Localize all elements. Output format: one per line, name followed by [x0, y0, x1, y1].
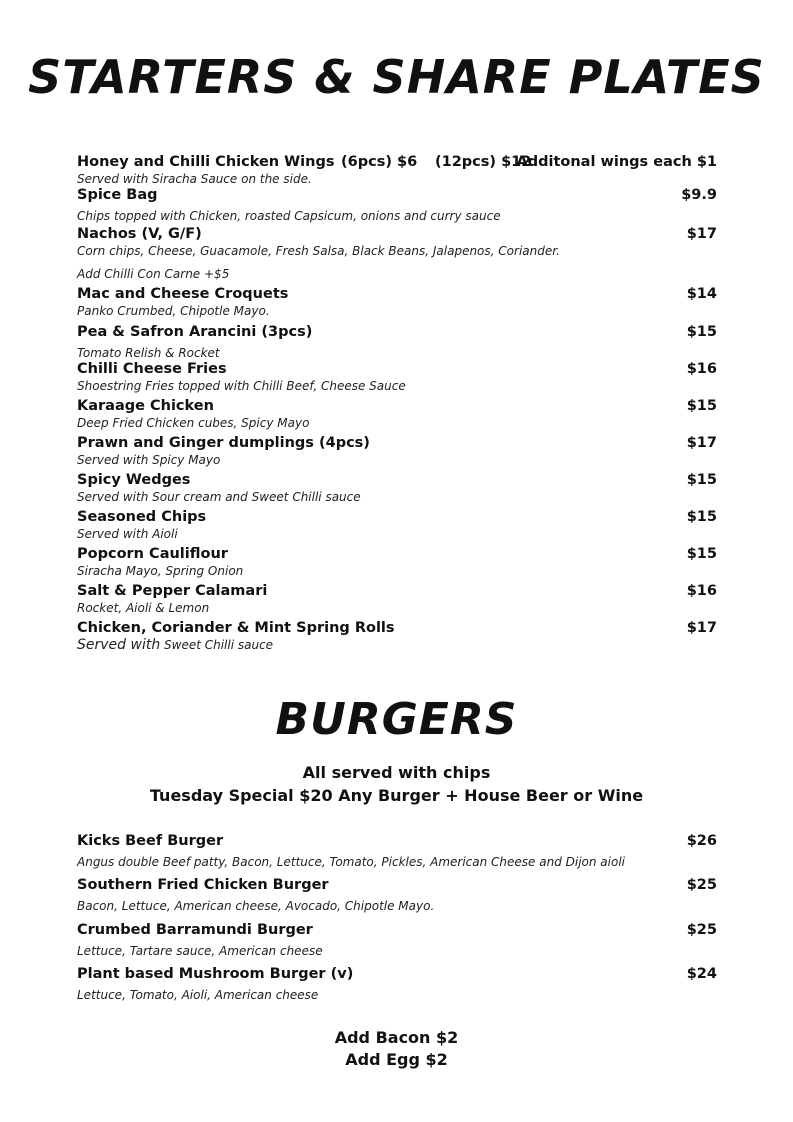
item-price: $15: [686, 398, 717, 414]
menu-item-croquets: [77, 286, 717, 319]
item-name: Seasoned Chips: [77, 509, 207, 525]
item-name: Kicks Beef Burger: [77, 833, 224, 849]
item-price: $17: [686, 226, 717, 242]
item-name: Nachos (V, G/F): [77, 226, 202, 242]
item-name: Chilli Cheese Fries: [77, 361, 227, 377]
item-price: $9.9: [681, 187, 717, 203]
item-price: $26: [686, 833, 717, 849]
item-price: $15: [686, 546, 717, 562]
addon-bacon: Add Bacon $2: [334, 1028, 459, 1047]
item-description: [77, 638, 717, 653]
addon-egg: Add Egg $2: [345, 1050, 448, 1069]
item-name: Plant based Mushroom Burger (v): [77, 966, 354, 982]
item-description: Served with Sour cream and Sweet Chilli sauce: [77, 490, 361, 504]
item-name: Honey and Chilli Chicken Wings: [77, 154, 335, 170]
menu-item-nachos: [77, 226, 717, 281]
item-description: Shoestring Fries topped with Chilli Beef, Cheese Sauce: [77, 379, 406, 393]
item-price: $24: [686, 966, 717, 982]
item-description: Chips topped with Chicken, roasted Capsicum, onions and curry sauce: [77, 209, 501, 223]
item-description: Lettuce, Tartare sauce, American cheese: [77, 944, 323, 958]
item-description: Lettuce, Tomato, Aioli, American cheese: [77, 988, 319, 1002]
menu-item-karaage: [77, 398, 717, 431]
burgers-chips-note: All served with chips: [302, 763, 491, 782]
item-name: Karaage Chicken: [77, 398, 214, 414]
item-price: $25: [686, 877, 717, 893]
item-price: $15: [686, 509, 717, 525]
item-price: $16: [686, 583, 717, 599]
item-description: Served with Aioli: [77, 527, 178, 541]
menu-item-chicken-burger: [77, 877, 717, 914]
menu-item-barramundi-burger: [77, 922, 717, 959]
item-name: Mac and Cheese Croquets: [77, 286, 289, 302]
menu-item-kicks-burger: [77, 833, 717, 870]
item-name: Crumbed Barramundi Burger: [77, 922, 313, 938]
item-description: Tomato Relish & Rocket: [77, 346, 220, 360]
item-description: Bacon, Lettuce, American cheese, Avocado, Chipotle Mayo.: [77, 899, 435, 913]
item-description-lead: Served with: [77, 637, 161, 653]
item-description: Deep Fried Chicken cubes, Spicy Mayo: [77, 416, 310, 430]
menu-item-mushroom-burger: [77, 966, 717, 1003]
item-price: $25: [686, 922, 717, 938]
item-name: Prawn and Ginger dumplings (4pcs): [77, 435, 370, 451]
burgers-title: BURGERS: [275, 694, 518, 745]
item-price: $16: [686, 361, 717, 377]
tuesday-special-note: Tuesday Special $20 Any Burger + House Beer or Wine: [149, 786, 644, 805]
item-price: $14: [686, 286, 717, 302]
item-description: Served with Spicy Mayo: [77, 453, 221, 467]
item-name: Salt & Pepper Calamari: [77, 583, 268, 599]
wings-option-12pcs: (12pcs) $12: [435, 154, 532, 170]
menu-item-spice-bag: [77, 187, 717, 224]
item-price: $15: [686, 324, 717, 340]
item-description: Panko Crumbed, Chipotle Mayo.: [77, 304, 270, 318]
item-name: Spicy Wedges: [77, 472, 191, 488]
item-name: Southern Fried Chicken Burger: [77, 877, 329, 893]
menu-item-chilli-fries: [77, 361, 717, 394]
menu-item-cauliflour: [77, 546, 717, 579]
item-description: Corn chips, Cheese, Guacamole, Fresh Salsa, Black Beans, Jalapenos, Coriander.: [77, 244, 560, 258]
item-description: Siracha Mayo, Spring Onion: [77, 564, 244, 578]
starters-title: STARTERS & SHARE PLATES: [28, 50, 765, 104]
wings-option-6pcs: (6pcs) $6: [341, 154, 418, 170]
item-price: $17: [686, 435, 717, 451]
wings-additional-price: Additonal wings each $1: [516, 154, 717, 170]
item-price: $17: [686, 620, 717, 636]
menu-item-seasoned-chips: [77, 509, 717, 542]
item-description: Rocket, Aioli & Lemon: [77, 601, 210, 615]
menu-item-calamari: [77, 583, 717, 616]
menu-item-arancini: [77, 324, 717, 361]
item-name: Spice Bag: [77, 187, 158, 203]
item-price: $15: [686, 472, 717, 488]
menu-item-spring-rolls: [77, 620, 717, 653]
menu-item-wings: [77, 154, 717, 187]
menu-item-dumplings: [77, 435, 717, 468]
item-addon: Add Chilli Con Carne +$5: [77, 267, 230, 281]
menu-item-wedges: [77, 472, 717, 505]
item-description: Served with Siracha Sauce on the side.: [77, 172, 312, 186]
item-name: Popcorn Cauliflour: [77, 546, 228, 562]
item-description: Angus double Beef patty, Bacon, Lettuce, Tomato, Pickles, American Cheese and Dijon aioli: [77, 855, 625, 869]
item-name: Pea & Safron Arancini (3pcs): [77, 324, 313, 340]
item-description-rest: Sweet Chilli sauce: [160, 638, 274, 652]
item-name: Chicken, Coriander & Mint Spring Rolls: [77, 620, 395, 636]
